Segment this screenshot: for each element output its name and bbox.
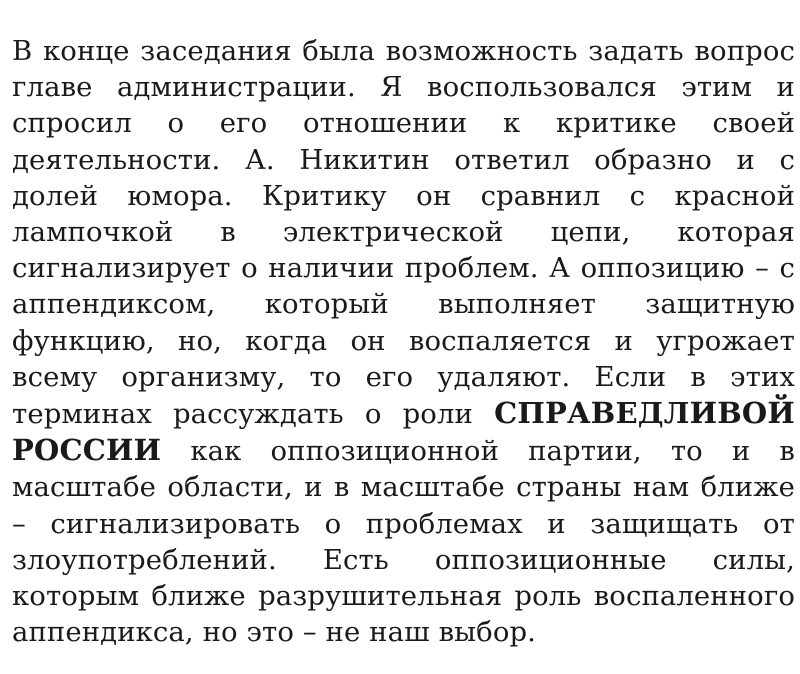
paragraph-text-part-1: В конце заседания была возможность задать вопрос главе администрации. Я воспользовался этим и спросил о его отношении к критике своей деятельности. А. Никитин ответил образно и с долей юмора. Критику он сравнил с красной лампочкой в электрической цепи, которая сигнализирует о наличии проблем. А оппозицию – с аппендиксом, который выполняет защитную функцию, но, когда он воспаляется и угрожает всему организму, то его удаляют. Если в этих терминах рассуждать о роли [12,35,795,431]
paragraph-text-part-2: как оппозиционной партии, то и в масштабе области, и в масштабе страны нам ближе – сигнализировать о проблемах и защищать от злоупотреблений. Есть оппозиционные силы, которым ближе разрушительная роль воспаленного аппендикса, но это – не наш выбор. [12,435,795,649]
cropped-previous-line [12,0,788,6]
paragraph [12,33,795,650]
article-text [12,33,795,650]
party-name-bold: СПРАВЕДЛИВОЙ РОССИИ [12,396,795,468]
